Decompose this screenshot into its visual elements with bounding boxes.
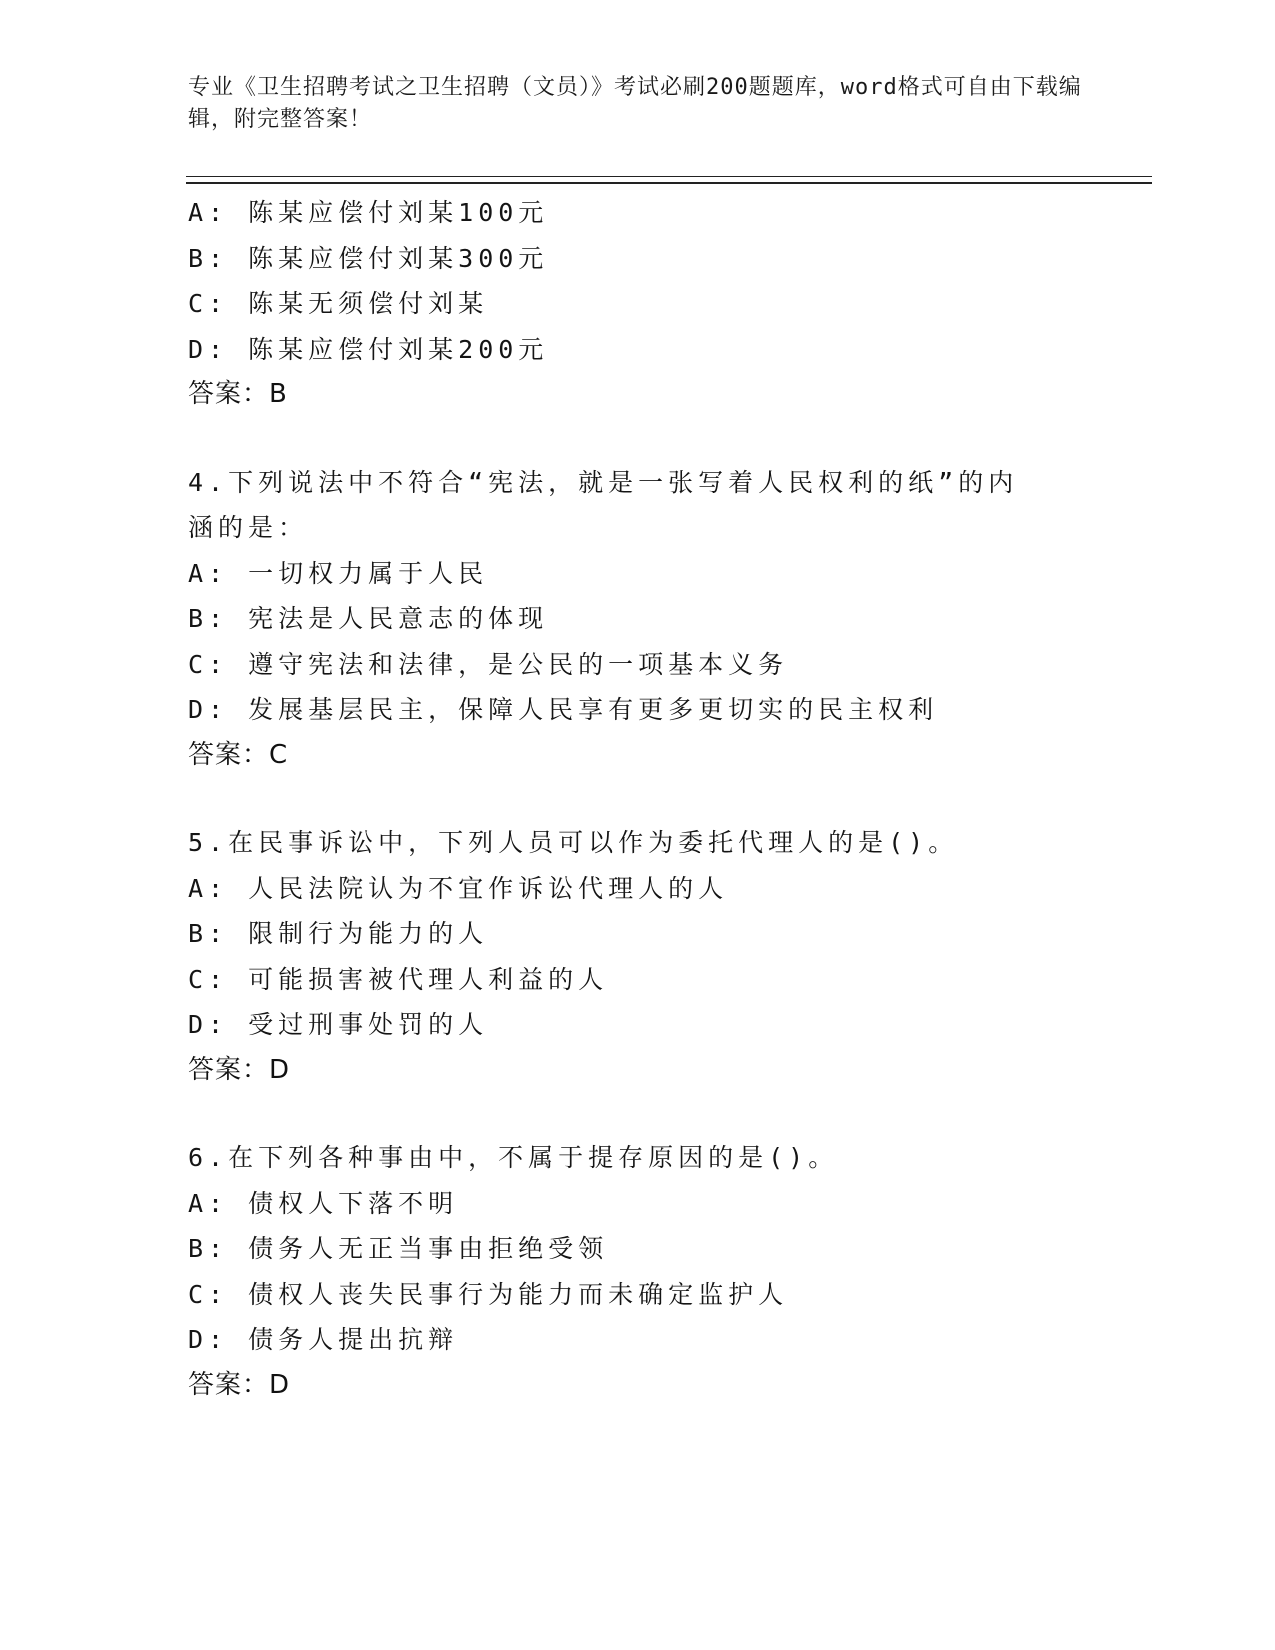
question-stem: 6.在下列各种事由中，不属于提存原因的是()。 [188, 1143, 839, 1172]
document-header: 专业《卫生招聘考试之卫生招聘（文员）》考试必刷200题题库，word格式可自由下载编辑，附完整答案！ [188, 75, 1082, 132]
question-list [188, 190, 1148, 1408]
spacer [188, 418, 1148, 460]
answer-line: 答案：D [188, 1369, 291, 1400]
option-d: D: 受过刑事处罚的人 [188, 1010, 489, 1039]
question-3 [188, 190, 1148, 418]
option-b: B: 债务人无正当事由拒绝受领 [188, 1234, 609, 1263]
option-b: B: 限制行为能力的人 [188, 919, 489, 948]
option-d: D: 陈某应偿付刘某200元 [188, 334, 549, 364]
spacer [188, 1093, 1148, 1135]
answer-line: 答案：C [188, 739, 289, 770]
option-c: C: 债权人丧失民事行为能力而未确定监护人 [188, 1279, 789, 1309]
header-divider-thin [186, 176, 1152, 177]
option-c: C: 遵守宪法和法律，是公民的一项基本义务 [188, 649, 789, 679]
option-b: B: 陈某应偿付刘某300元 [188, 243, 549, 273]
option-c: C: 可能损害被代理人利益的人 [188, 964, 609, 994]
question-stem: 4.下列说法中不符合“宪法，就是一张写着人民权利的纸”的内涵的是： [188, 467, 1019, 542]
answer-line: 答案：D [188, 1054, 291, 1085]
option-a: A: 陈某应偿付刘某100元 [188, 198, 549, 227]
header-divider-thick [186, 182, 1152, 184]
question-4 [188, 460, 1148, 779]
option-b: B: 宪法是人民意志的体现 [188, 604, 549, 633]
answer-line: 答案：B [188, 379, 288, 409]
option-d: D: 债务人提出抗辩 [188, 1325, 459, 1354]
question-6 [188, 1135, 1148, 1408]
question-stem: 5.在民事诉讼中，下列人员可以作为委托代理人的是()。 [188, 828, 959, 857]
option-a: A: 人民法院认为不宜作诉讼代理人的人 [188, 873, 729, 903]
question-5 [188, 820, 1148, 1093]
option-d: D: 发展基层民主，保障人民享有更多更切实的民主权利 [188, 695, 939, 724]
option-a: A: 债权人下落不明 [188, 1188, 459, 1218]
option-c: C: 陈某无须偿付刘某 [188, 289, 489, 318]
option-a: A: 一切权力属于人民 [188, 558, 489, 588]
spacer [188, 778, 1148, 820]
